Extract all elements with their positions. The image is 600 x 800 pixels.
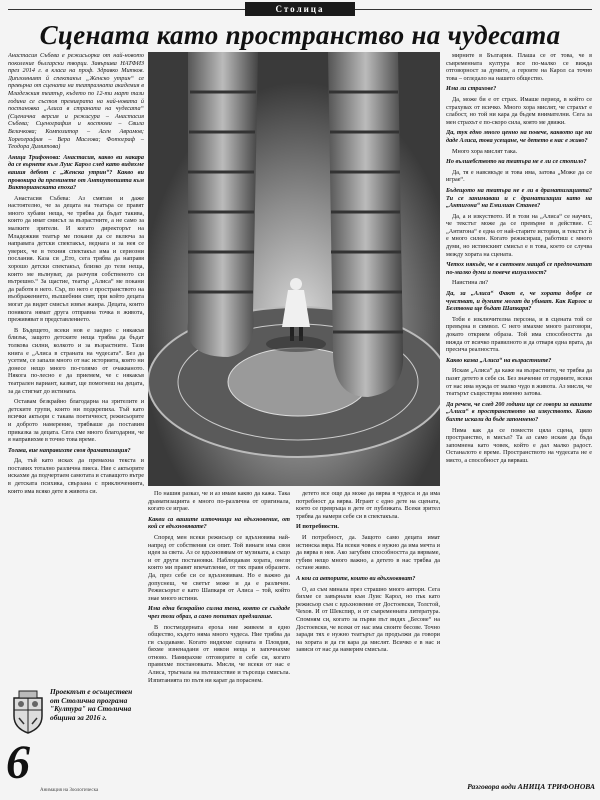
question-9: Бъдещото на театъра не е ли в драматизацията? Ти се занимаваш и с драматизации като на „Антигона“ на Емилиан Станев?: [446, 186, 592, 210]
answer-1b: В Бъдещето, всеки нов е заедно с някакъв близък, защото детските неща трябва да бъдат толкова силни, колкото и за възрастните. Тази книга е „Алиса в страната на чудесата“. Без да усетим, се запали много от нас историята, която ни донесе нещо много по-голямо от очакваното. Някога по-лесно е да приемем, че с някакъв театрален вариант, казват, ще помогнеш на децата, за да стигнат до истината.: [8, 326, 144, 395]
answer-10: Да, тя е навсякъде и това има, затова „Може да се играе“.: [446, 168, 592, 184]
question-12: Какво казва „Алиса“ на възрастните?: [446, 356, 552, 364]
answer-4: В постмодерната epoxa ние живеем в едно общество, където няма много чудеса. Ние трябва да ги създаваме. Когато видяхме сцената в Пловдив, бяхме изненадани от някои неща и започнахме отново. Намирахме отговорите в себе си, когато правихме постановката. Мисля, че всеки от нас е Алиса, тръгнала на пътешествие и търсеща смисъла. Изпитанията по пътя ни карат да пораснем.: [148, 623, 290, 684]
column-2: [148, 490, 290, 790]
answer-2b: По нашия разказ, че и аз имам какво да кажа. Така драматизацията е много по-различна от оригинала, когато се играе.: [148, 490, 290, 513]
answer-7: мирните в България. Плаша се от това, че в съвременната култура все по-малко се вижда отговорност за думите, а героите на Карол са точно това – огледало на нашето общество.: [446, 52, 592, 82]
answer-1c: Оставам безкрайно благодарна на зрителите и детските групи, които ни подкрепиха. Тъй като всички актьори с такава поетичност, режисьорите и доброто намерение, трябваше да поставим приказка за децата. Сега сме много благодарни, че я направихме в точно това време.: [8, 398, 144, 444]
answer-13: Тоби е изключителна персона, и в сцената той се превърна в символ. С него имахме много разговори, докато открием образа. Той има способността да вижда от всичко правилното и да отваря една врата, да пресича реалността.: [446, 315, 592, 354]
page-number: 6: [6, 736, 30, 789]
answer-12: Наистина ли?: [452, 279, 489, 287]
answer-8: Да, може би е от страх. Имаше период, в който се страхувах от всичко. Много хора мислят, че страхът е слабост, но той ни кара да бъдем внимателни. Сега за мен страхът е по-скоро сила, която ме движи.: [446, 95, 592, 126]
question-11: Да, за „Алиса“ Факт е, че хората добре се чувстват, и думите могат да убиват. Как Карлос и Белтвона ще бъдат Шапкаря?: [446, 290, 592, 313]
answer-5: И потребност, да. Защото само децата имат истинска вяра. На всеки човек е нужно да има мечта и да вярва в нея. Ако загубим способността да вярваме, губим нещо много важно, а детето в нас трябва да остане живо.: [296, 533, 440, 572]
stage-photo: [148, 52, 440, 486]
answer-14: Искам „Алиса“ да каже на възрастните, че трябва да пазят детето в себе си. Без значение от годините, всеки от нас има нужда от малко чудо в живота. Аз мисля, че театърът съществува именно затова.: [446, 367, 592, 398]
sofia-emblem-icon: [10, 690, 46, 734]
question-4: Има една безкрайно силна тема, която се създаде чрез този образ, а само попитах предлагаше.: [148, 605, 290, 620]
stage-photo-illustration: [148, 52, 440, 486]
project-note: Проектът е осъществен от Столична програма "Култура" на Столична община за 2016 г.: [50, 687, 133, 722]
section-label: Столица: [245, 2, 355, 16]
answer-11: Да, а и изкуството. И в този на „Алиса“ се научих, че текстът може да се превърне в действие. С „Антигона“ е една от най-старите истории, и текстът ѝ е много силен. Когато режисираш, работиш с много думи, но истинският смисъл е в това, което се случва между хората на сцената.: [446, 212, 592, 258]
answer-4b: детето все още да може да вярва в чудеса и да има потребност да вярва. Играят с едно дете на сцената, което се превръща в дете от публиката. Всеки зрител трябва да намери себе си в спектакъла.: [296, 490, 440, 520]
column-4: [446, 52, 592, 780]
top-bar: [0, 0, 600, 18]
intro-paragraph: Анастасия Събева е режисьорка от най-новото поколение български творци. Завършва НАТФИЗ през 2014 г. в класа на проф. Здравко Митков. Дипломният й спектакъл „Женско утрин“ се превърна от сцената на театралната академия в Младежкия театър, където по 12-ти март тази година се състоя премиерата на най-новата й постановка „Алиса в страната на чудесата“ (Сценична версия и режисура – Анастасия Събева; Сценография и костюми – Свила Величкова; Композитор – Асен Аврамов; Хореография – Вера Маслова; Фотограф – Теодора Димитова): [8, 52, 144, 151]
answer-6: О, аз съм минала през страшно много автори. Сега бихме се завърнали към Луис Карол, но пък като режисьор съм с вдъхновение от Достоевски, Толстой, Чехов. И от Шекспир, и от съвременната литература. Спомням си, когато за първи път видях „Бесове“ на Достоевски, че всеки от нас има своите бесове. Точно заради тях е нужно театърът да продължи да говори на хората и да ги кара да мислят. Всичко е в нас и зависи от нас да намерим смисъла.: [296, 585, 440, 654]
answer-9: Много хора мислят така.: [452, 147, 518, 155]
question-6: Има ли страхове?: [446, 85, 497, 93]
byline: Разговора води АНИЦА ТРИФОНОВА: [467, 782, 595, 791]
question-3: Какви са вашите източници на вдъхновение, от кой се вдъхновявате?: [148, 515, 290, 531]
article-headline: Сцената като пространство на чудесата: [39, 20, 561, 50]
subhead-1: И потребности.: [296, 523, 339, 531]
footer-line: Анимация на Зоологическа: [40, 788, 99, 793]
question-13: Да речем, че след 200 години ще се говори за вашите „Алиса“ в пространството на изкуството. Какво бихте искали да бъде запомнено?: [446, 400, 592, 423]
column-1: [8, 52, 144, 688]
question-5: А кои са авторите, които ви вдъхновяват?: [296, 574, 416, 582]
question-2: Тогава, вие направихте своя драматизация?: [8, 446, 131, 454]
answer-1: Анастасия Събева: Аз смятам и даже настоятелно, че за децата на театъра се правят много хубави неща, че трябва да бъдат такива, които да имат смисъл за възрастните, а не само за малките зрители. И когато директорът на Младежкия театър ме покани да се включа за направата детски спектакъл, веднага и за нея се уверих, че в техния спектакъл има и сериозни послания. Каза си „Ето, сега трябва да направя хорошо детски спектакъл, близко до тези неща, които ме вълнуват, да разчупя собственото си вътрешно.“ За щастие, театър „Алиса“ ме покани да работя в него. Сър, по него е пространството на въображението, вълшебния свят, при който децата могат да видят смисъл извън жанра. Децата, които понякога нямат друга отправна точка в живота, преживяват в представлението.: [8, 194, 144, 324]
answer-15: Нима как да се помести цяла сцена, цяло пространство, в мисъл? Та аз само искам да бъда запомнена като човек, който е дал малко радост. Останалото е време. Пространството на чудесата не е място, а способност да вярваш.: [446, 426, 592, 464]
column-3: [296, 490, 440, 790]
question-1: Аница Трифонова: Анастасия, какво ви накара да се върнете към Луис Карол след като видяхме вашия дебют с „Женска утрин“? Какво ви провокира да преминете от Антиутопията към Викторианската епоха?: [8, 153, 144, 192]
question-7: Да, тук едно много ценно на повече, каквото ще ни даде Алиса, това усещане, че детето в нас е живо?: [446, 129, 592, 144]
question-8: Но вълшебството на театъра не е ли се стопило?: [446, 158, 587, 166]
answer-3: Според мен всеки режисьор се вдъхновява най-напред от собствения си опит. Той винаги има своя идея за света. Аз се вдъхновявам от музиката, а също и от други постановки. Наблюдавам хората, онези които ми правят впечатление, от тях правя образите. Да, през себе си се вдъхновявам. Но е важно да допуснеш, че светът може и да е различен. Режисьорът е като Шапкаря от Алиса – той, който знае много истини.: [148, 533, 290, 602]
question-10: Четох някъде, че в световен мащаб се предпочитат по-малко думи и повече визуалност?: [446, 261, 592, 276]
answer-2: Да, тъй като исках да премахна текста и поставих тотално различна пиеса. Ние с актьорите искахме да подчертаем самотата и ставащото вътре в детската психика, свързана с приключенията, които има всяко дете в живота си.: [8, 457, 144, 495]
